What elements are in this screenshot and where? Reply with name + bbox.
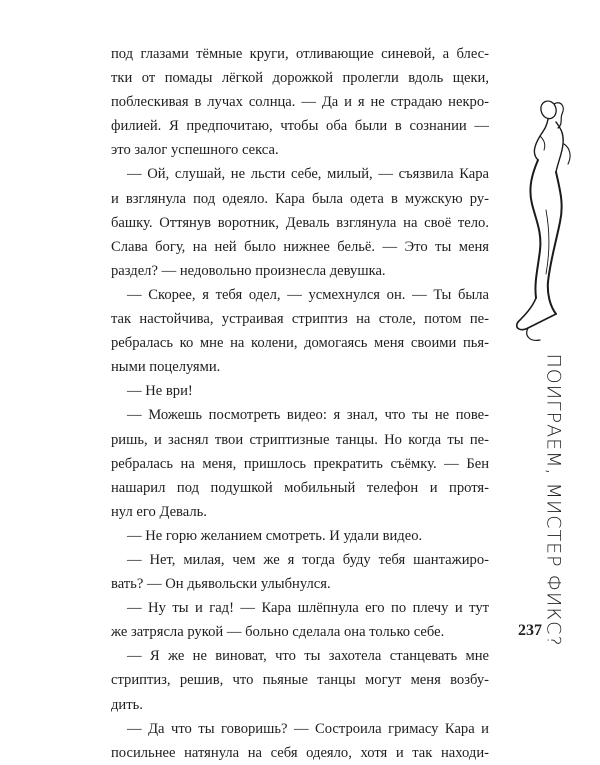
text-line: стриптиз, решив, что пьяные танцы могут меня возбу- — [111, 672, 489, 689]
text-line: нашарил под подушкой мобильный телефон и протя- — [111, 479, 489, 496]
text-line: Слава богу, на ней было нижнее бельё. — Это ты меня — [111, 238, 489, 255]
text-line: — Можешь посмотреть видео: я знал, что ты не пове- — [127, 407, 489, 424]
page-text — [111, 42, 489, 765]
text-line: филией. Я предпочитаю, чтобы оба были в сознании — — [111, 118, 489, 135]
text-line: же затрясла рукой — больно сделала она только себе. — [111, 624, 445, 641]
text-line: так настойчива, устраивая стриптиз на столе, потом пе- — [111, 311, 489, 328]
woman-silhouette-illustration — [510, 92, 586, 352]
side-title-text: ПОИГРАЕМ, МИСТЕР ФИКС? — [543, 353, 565, 647]
text-line: посильнее натянула на себя одеяло, хотя и так находи- — [111, 744, 489, 761]
text-line: это залог успешного секса. — [111, 142, 279, 159]
text-line: тки от помады лёгкой дорожкой пролегли вдоль щеки, — [111, 70, 489, 87]
text-line: дить. — [111, 696, 143, 713]
text-line: поблескивая в лучах солнца. — Да и я не страдаю некро- — [111, 94, 489, 111]
text-line: под глазами тёмные круги, отливающие синевой, а блес- — [111, 46, 489, 62]
text-line: — Не ври! — [127, 383, 193, 400]
text-line: — Скорее, я тебя одел, — усмехнулся он. — Ты была — [127, 286, 489, 303]
text-line: — Я же не виноват, что ты захотела станцевать мне — [127, 648, 489, 665]
text-line: раздел? — недовольно произнесла девушка. — [111, 262, 386, 279]
text-line: — Ой, слушай, не льсти себе, милый, — съязвила Кара — [127, 166, 489, 183]
text-line: нул его Деваль. — [111, 503, 207, 520]
text-line: ными поцелуями. — [111, 359, 221, 376]
text-line: — Нет, милая, чем же я тогда буду тебя шантажиро- — [127, 551, 489, 568]
page-number: 237 — [518, 622, 542, 639]
text-line: ребралась на меня, пришлось прекратить съёмку. — Бен — [111, 455, 489, 472]
text-line: — Ну ты и гад! — Кара шлёпнула его по плечу и тут — [127, 600, 489, 617]
text-line: и взглянула под одеяло. Кара была одета в мужскую ру- — [111, 190, 489, 207]
text-line: — Не горю желанием смотреть. И удали видео. — [127, 527, 423, 544]
text-line: ребралась ко мне на колени, домогаясь меня своими пья- — [111, 335, 489, 352]
book-title-vertical — [534, 353, 574, 647]
text-line: вать? — Он дьявольски улыбнулся. — [111, 576, 331, 593]
text-line: — Да что ты говоришь? — Состроила гримасу Кара и — [127, 720, 489, 737]
text-line: башку. Оттянув воротник, Деваль взглянула на своё тело. — [111, 214, 489, 231]
text-line: ришь, и заснял твои стриптизные танцы. Но когда ты пе- — [111, 431, 489, 448]
